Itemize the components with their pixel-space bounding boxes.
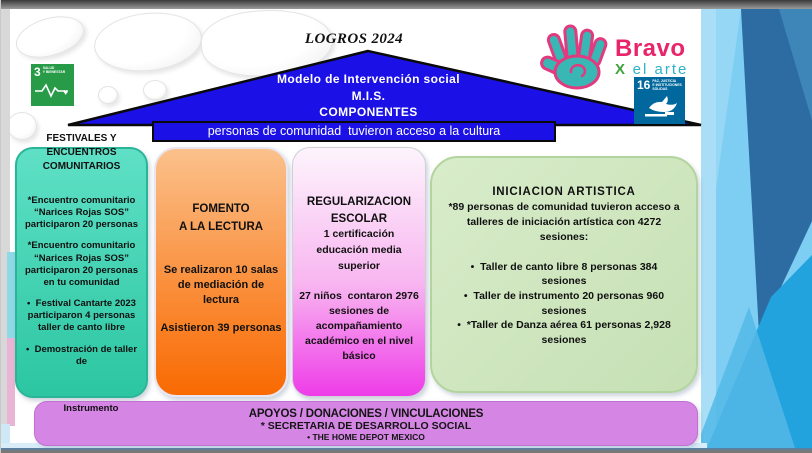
svg-text:♥: ♥ [63, 87, 69, 97]
sdg3-number: 3 [34, 65, 41, 79]
regularizacion-subtitle: 1 certificación educación media superior [316, 228, 405, 272]
model-triangle-text [231, 71, 506, 121]
regularizacion-title-line2: ESCOLAR [330, 212, 388, 225]
sdg3-label-line1: SALUD [42, 66, 55, 70]
sdg16-label-line2: E INSTITUCIONES [652, 82, 682, 87]
iniciacion-title: INICIACION ARTISTICA [492, 186, 636, 198]
regularizacion-box [292, 147, 426, 397]
edge-decoration-cyan [7, 252, 15, 338]
iniciacion-item: • *Taller de Danza aérea 61 personas 2,928 sesiones [457, 319, 674, 347]
footer-line1: APOYOS / DONACIONES / VINCULACIONES [248, 408, 484, 420]
slide-title: LOGROS 2024 [304, 31, 404, 47]
community-access-banner: personas de comunidad tuvieron acceso a la cultura [152, 121, 556, 142]
brand-x: X [615, 61, 627, 78]
fomento-title-line2: A LA LECTURA [178, 220, 264, 233]
festivales-item: • Festival Cantarte 2023 participaron 4 personas taller de canto libre [27, 298, 139, 334]
regularizacion-body: 27 niños contaron 2976 sesiones de acompañamiento académico en el nivel básico [299, 289, 422, 363]
festivales-box [15, 133, 148, 398]
fomento-title-line1: FOMENTO [192, 203, 250, 215]
festivales-item: *Encuentro comunitario “Narices Rojas SOS” participaron 20 personas [25, 195, 138, 231]
fomento-body2: Asistieron 39 personas [160, 321, 282, 334]
fomento-lectura-box [154, 147, 288, 397]
dove-icon [637, 92, 682, 120]
regularizacion-title-line1: REGULARIZACION [306, 196, 412, 208]
fomento-body1: Se realizaron 10 salas de mediación de lectura [163, 263, 282, 307]
brand-tagline: el arte [626, 61, 689, 78]
festivales-item: • Demostración de taller de [25, 343, 140, 367]
model-line1: Modelo de Intervención social [277, 72, 460, 86]
edge-decoration-pink [7, 338, 15, 426]
brand-name: Bravo [615, 35, 686, 62]
window-top-bar [1, 0, 812, 9]
sdg16-label-line3: SÓLIDAS [652, 86, 668, 91]
sdg16-label-line1: PAZ, JUSTICIA [652, 79, 677, 83]
iniciacion-artistica-box [430, 156, 698, 393]
footer-line3: • THE HOME DEPOT MEXICO [307, 432, 425, 442]
iniciacion-item: • Taller de instrumento 20 personas 960 sesiones [463, 290, 667, 317]
sdg3-label-line2: Y BIENESTAR [42, 69, 66, 74]
iniciacion-intro: *89 personas de comunidad tuvieron acceso a talleres de iniciación artística con 4272 sesiones: [448, 201, 683, 244]
model-line3: COMPONENTES [319, 105, 418, 120]
festivales-title: FESTIVALES Y ENCUENTROS COMUNITARIOS [42, 133, 121, 172]
sdg16-number: 16 [637, 78, 651, 92]
festivales-item: *Encuentro comunitario “Narices Rojas SOS” participaron 20 personas en tu comunidad [25, 240, 144, 288]
model-line2: M.I.S. [351, 88, 386, 103]
bravo-hand-icon [539, 22, 615, 92]
festivales-overflow-text: Instrumento [63, 403, 119, 414]
iniciacion-item: • Taller de canto libre 8 personas 384 sesiones [470, 260, 661, 288]
footer-line2: * SECRETARIA DE DESARROLLO SOCIAL [260, 420, 472, 432]
sdg16-peace-icon [634, 77, 685, 124]
bravo-logo [615, 35, 725, 78]
